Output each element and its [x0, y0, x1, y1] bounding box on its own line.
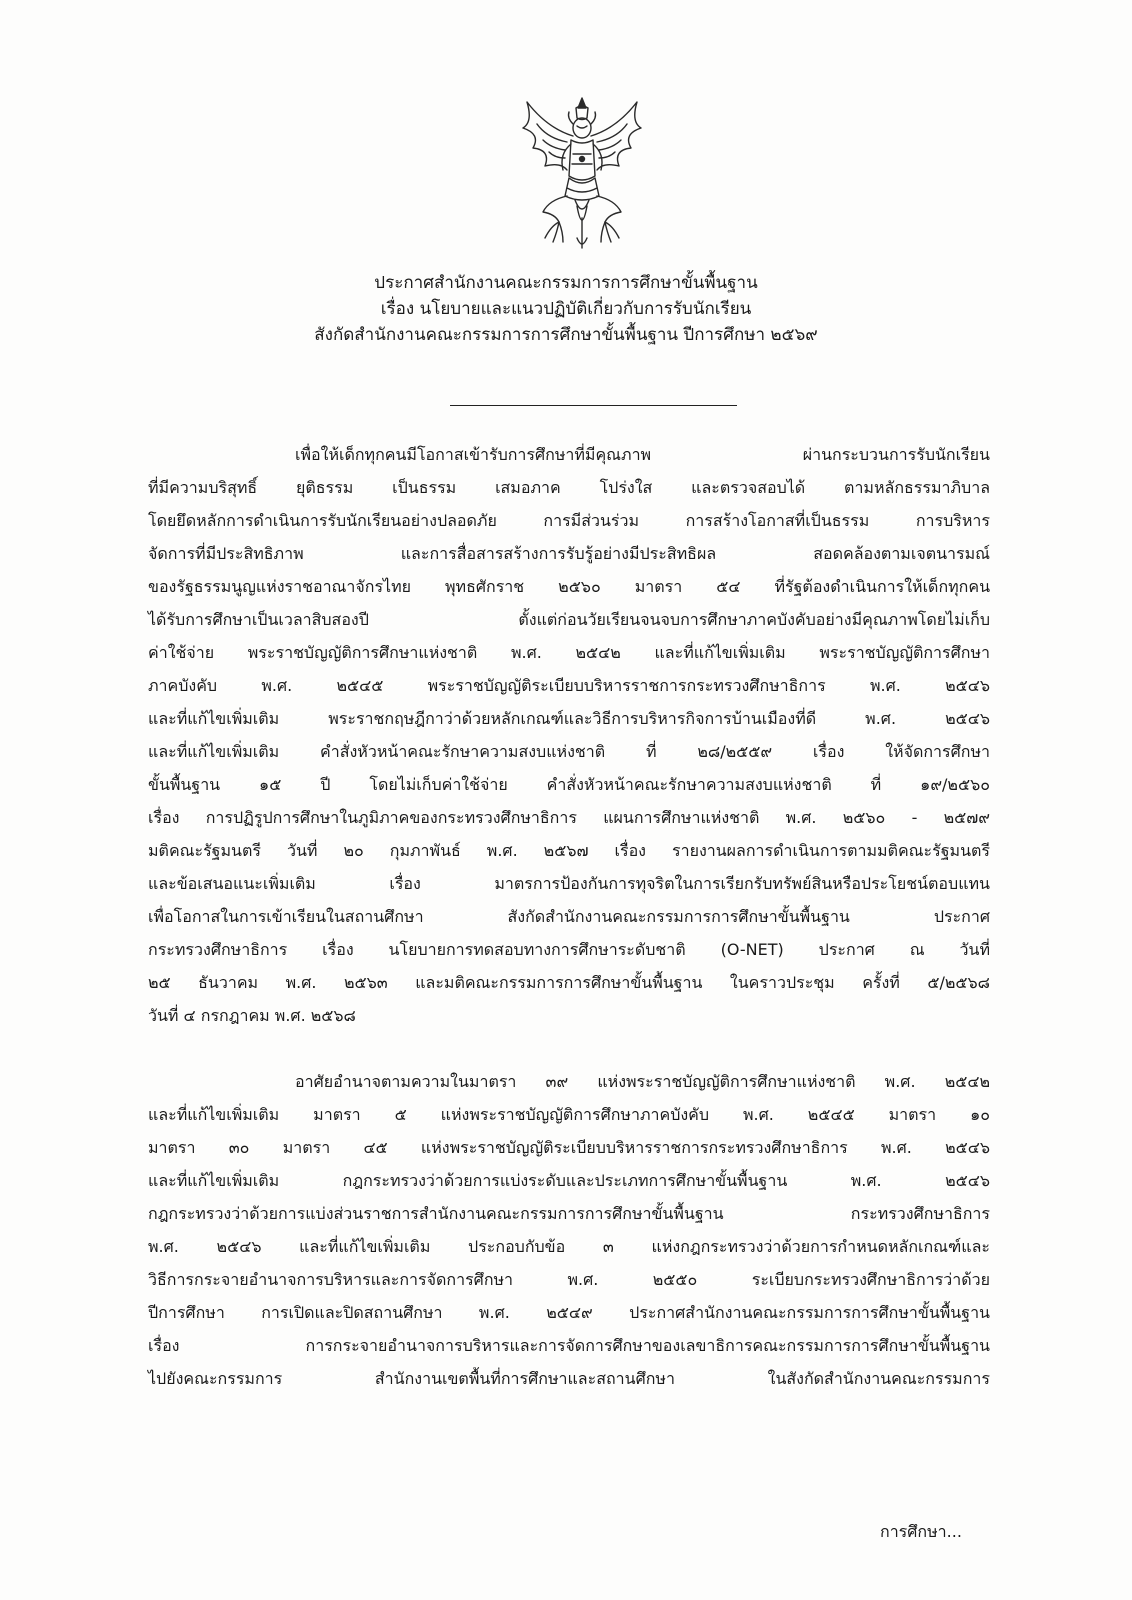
text-line: เพื่อโอกาสในการเข้าเรียนในสถานศึกษา สังกัดสำนักงานคณะกรรมการการศึกษาขั้นพื้นฐาน ประกาศ: [148, 907, 990, 926]
text-line: วันที่ ๔ กรกฎาคม พ.ศ. ๒๕๖๘: [148, 1006, 356, 1025]
text-line: เพื่อให้เด็กทุกคนมีโอกาสเข้ารับการศึกษาที่มีคุณภาพ ผ่านกระบวนการรับนักเรียน: [295, 445, 990, 464]
text-line: และที่แก้ไขเพิ่มเติม กฎกระทรวงว่าด้วยการแบ่งระดับและประเภทการศึกษาขั้นพื้นฐาน พ.ศ. ๒๕๔๖: [148, 1171, 990, 1190]
text-line: และข้อเสนอแนะเพิ่มเติม เรื่อง มาตรการป้องกันการทุจริตในการเรียกรับทรัพย์สินหรือประโยชน์ตอบแทน: [148, 874, 990, 893]
text-line: และที่แก้ไขเพิ่มเติม พระราชกฤษฎีกาว่าด้วยหลักเกณฑ์และวิธีการบริหารกิจการบ้านเมืองที่ดี พ.ศ. ๒๕๔๖: [148, 709, 990, 728]
heading-subject: เรื่อง นโยบายและแนวปฏิบัติเกี่ยวกับการรับนักเรียน: [380, 299, 752, 319]
text-line: ค่าใช้จ่าย พระราชบัญญัติการศึกษาแห่งชาติ พ.ศ. ๒๕๔๒ และที่แก้ไขเพิ่มเติม พระราชบัญญัติการศึกษา: [148, 643, 990, 662]
text-line: ขั้นพื้นฐาน ๑๕ ปี โดยไม่เก็บค่าใช้จ่าย คำสั่งหัวหน้าคณะรักษาความสงบแห่งชาติ ที่ ๑๙/๒๕๖๐: [148, 775, 990, 794]
paragraph-authority: [148, 1065, 990, 1395]
text-line: ที่มีความบริสุทธิ์ ยุติธรรม เป็นธรรม เสมอภาค โปร่งใส และตรวจสอบได้ ตามหลักธรรมาภิบาล: [148, 478, 990, 497]
text-line: และที่แก้ไขเพิ่มเติม คำสั่งหัวหน้าคณะรักษาความสงบแห่งชาติ ที่ ๒๘/๒๕๕๙ เรื่อง ให้จัดการศึกษา: [148, 742, 990, 761]
text-line: ปีการศึกษา การเปิดและปิดสถานศึกษา พ.ศ. ๒๕๔๙ ประกาศสำนักงานคณะกรรมการการศึกษาขั้นพื้นฐาน: [148, 1303, 990, 1322]
text-line: และที่แก้ไขเพิ่มเติม มาตรา ๕ แห่งพระราชบัญญัติการศึกษาภาคบังคับ พ.ศ. ๒๕๔๕ มาตรา ๑๐: [148, 1105, 990, 1124]
text-line: ของรัฐธรรมนูญแห่งราชอาณาจักรไทย พุทธศักราช ๒๕๖๐ มาตรา ๕๔ ที่รัฐต้องดำเนินการให้เด็กทุกคน: [148, 577, 990, 596]
text-line: ไปยังคณะกรรมการ สำนักงานเขตพื้นที่การศึกษาและสถานศึกษา ในสังกัดสำนักงานคณะกรรมการ: [148, 1369, 990, 1388]
text-line: โดยยึดหลักการดำเนินการรับนักเรียนอย่างปลอดภัย การมีส่วนร่วม การสร้างโอกาสที่เป็นธรรม การบริหาร: [148, 511, 990, 530]
text-line: อาศัยอำนาจตามความในมาตรา ๓๙ แห่งพระราชบัญญัติการศึกษาแห่งชาติ พ.ศ. ๒๕๔๒: [295, 1072, 990, 1091]
garuda-emblem-icon: [507, 88, 657, 256]
heading-scope: สังกัดสำนักงานคณะกรรมการการศึกษาขั้นพื้นฐาน ปีการศึกษา ๒๕๖๙: [314, 325, 818, 345]
text-line: ได้รับการศึกษาเป็นเวลาสิบสองปี ตั้งแต่ก่อนวัยเรียนจนจบการศึกษาภาคบังคับอย่างมีคุณภาพโดยไม่เก็บ: [148, 610, 990, 629]
heading-title: ประกาศสำนักงานคณะกรรมการการศึกษาขั้นพื้นฐาน: [374, 273, 758, 293]
text-line: มาตรา ๓๐ มาตรา ๔๕ แห่งพระราชบัญญัติระเบียบบริหารราชการกระทรวงศึกษาธิการ พ.ศ. ๒๕๔๖: [148, 1138, 990, 1157]
text-line: มติคณะรัฐมนตรี วันที่ ๒๐ กุมภาพันธ์ พ.ศ. ๒๕๖๗ เรื่อง รายงานผลการดำเนินการตามมติคณะรัฐมนตรี: [148, 841, 990, 860]
text-line: จัดการที่มีประสิทธิภาพ และการสื่อสารสร้างการรับรู้อย่างมีประสิทธิผล สอดคล้องตามเจตนารมณ์: [148, 544, 990, 563]
text-line: ๒๕ ธันวาคม พ.ศ. ๒๕๖๓ และมติคณะกรรมการการศึกษาขั้นพื้นฐาน ในคราวประชุม ครั้งที่ ๕/๒๕๖๘: [148, 973, 991, 992]
text-line: กฎกระทรวงว่าด้วยการแบ่งส่วนราชการสำนักงานคณะกรรมการการศึกษาขั้นพื้นฐาน กระทรวงศึกษาธิการ: [148, 1204, 990, 1223]
heading-divider: [450, 405, 737, 406]
paragraph-preamble: [148, 438, 990, 1032]
page-continuation: การศึกษา...: [880, 1522, 962, 1541]
text-line: เรื่อง การปฏิรูปการศึกษาในภูมิภาคของกระทรวงศึกษาธิการ แผนการศึกษาแห่งชาติ พ.ศ. ๒๕๖๐ - ๒๕๗๙: [148, 808, 990, 827]
text-line: ภาคบังคับ พ.ศ. ๒๕๔๕ พระราชบัญญัติระเบียบบริหารราชการกระทรวงศึกษาธิการ พ.ศ. ๒๕๔๖: [148, 676, 990, 695]
text-line: พ.ศ. ๒๕๔๖ และที่แก้ไขเพิ่มเติม ประกอบกับข้อ ๓ แห่งกฎกระทรวงว่าด้วยการกำหนดหลักเกณฑ์และ: [148, 1237, 990, 1256]
text-line: วิธีการกระจายอำนาจการบริหารและการจัดการศึกษา พ.ศ. ๒๕๕๐ ระเบียบกระทรวงศึกษาธิการว่าด้วย: [148, 1270, 990, 1289]
text-line: กระทรวงศึกษาธิการ เรื่อง นโยบายการทดสอบทางการศึกษาระดับชาติ (O-NET) ประกาศ ณ วันที่: [148, 940, 990, 959]
text-line: เรื่อง การกระจายอำนาจการบริหารและการจัดการศึกษาของเลขาธิการคณะกรรมการการศึกษาขั้นพื้นฐาน: [148, 1336, 990, 1355]
announcement-heading: [0, 270, 1132, 348]
